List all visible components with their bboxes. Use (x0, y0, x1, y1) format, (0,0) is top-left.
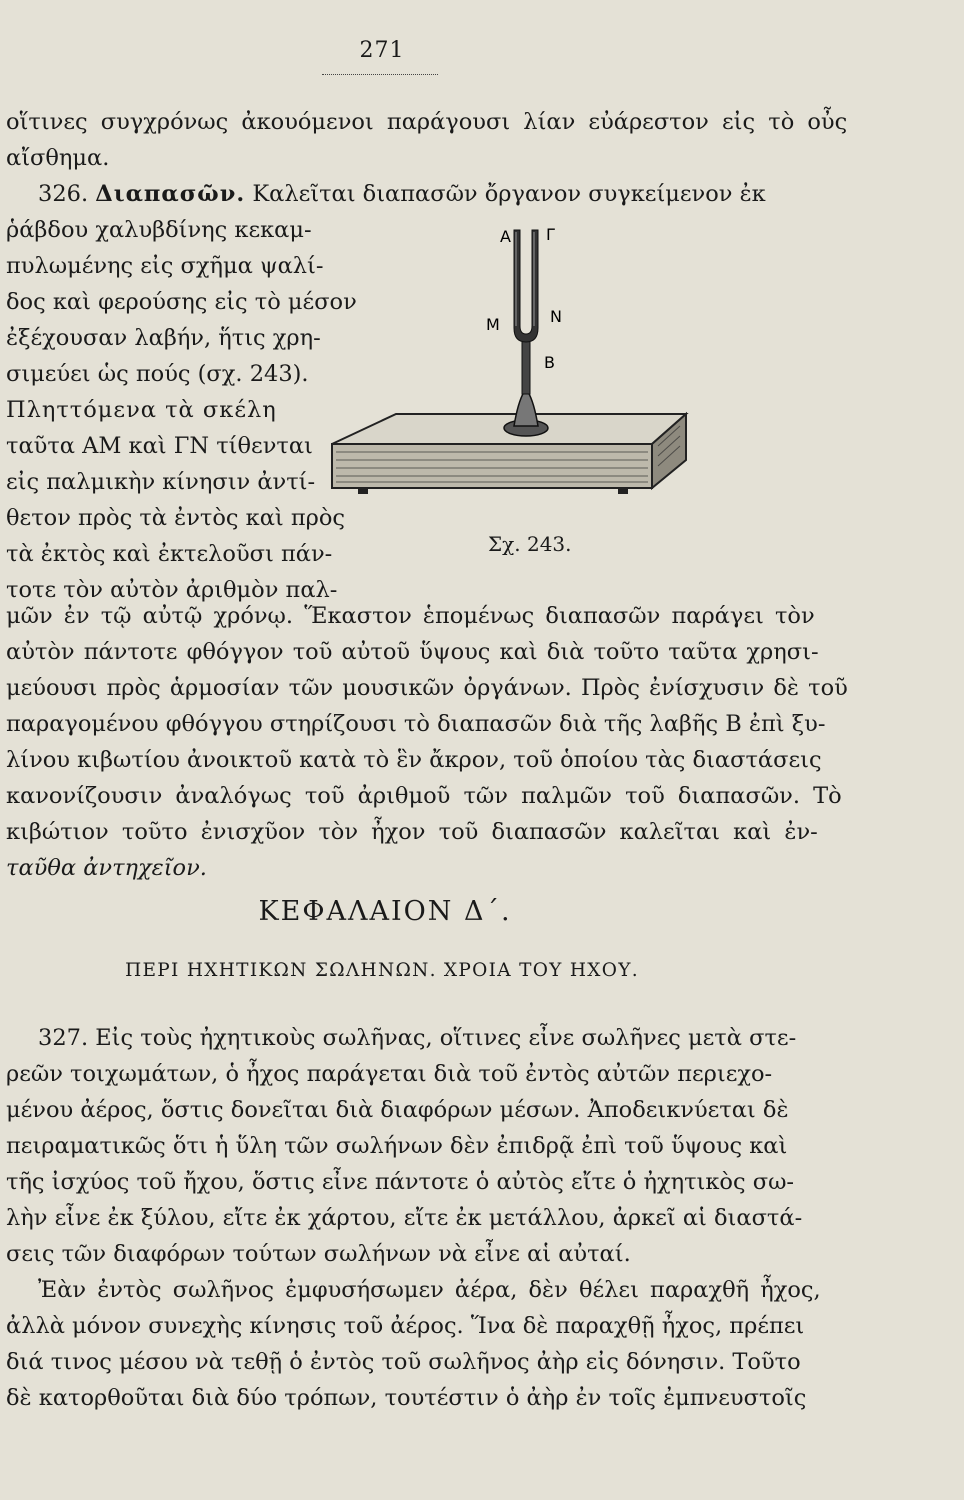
text-line: ῥάβδου χαλυβδίνης κεκαμ- (6, 217, 312, 243)
text-line: λίνου κιβωτίου ἀνοικτοῦ κατὰ τὸ ἓν ἄκρον, τοῦ ὁποίου τὰς διαστάσεις (6, 747, 822, 773)
text-line: ταῦθα ἀντηχεῖον. (6, 855, 207, 881)
text-line: σιμεύει ὡς πούς (σχ. 243). (6, 361, 309, 387)
text-line: αὐτὸν πάντοτε φθόγγον τοῦ αὐτοῦ ὕψους καὶ διὰ τοῦτο ταῦτα χρησι- (6, 639, 819, 665)
text-line: δὲ κατορθοῦται διὰ δύο τρόπων, τουτέστιν ὁ ἀὴρ ἐν τοῖς ἐμπνευστοῖς (6, 1385, 807, 1411)
text-line: ἀλλὰ μόνον συνεχὴς κίνησις τοῦ ἀέρος. Ἵνα δὲ παραχθῇ ἦχος, πρέπει (6, 1313, 805, 1339)
label-g: Γ (546, 225, 555, 244)
chapter-title: ΚΕΦΑΛΑΙΟΝ Δ΄. (258, 896, 512, 927)
text-line: αἴσθημα. (6, 145, 110, 171)
text-line: μεύουσι πρὸς ἁρμοσίαν τῶν μουσικῶν ὀργάνων. Πρὸς ἐνίσχυσιν δὲ τοῦ (6, 675, 848, 701)
section-326-heading (38, 180, 766, 208)
text-line: κιβώτιον τοῦτο ἐνισχῦον τὸν ἦχον τοῦ διαπασῶν καλεῖται καὶ ἐν- (6, 819, 818, 845)
text-line: τὰ ἐκτὸς καὶ ἐκτελοῦσι πάν- (6, 541, 333, 567)
label-n: Ν (550, 307, 562, 326)
fork-handle (522, 336, 530, 394)
text-line: οἵτινες συγχρόνως ἀκουόμενοι παράγουσι λίαν εὐάρεστον εἰς τὸ οὖς (6, 109, 848, 135)
section-first-line: Καλεῖται διαπασῶν ὄργανον συγκείμενον ἐκ (252, 181, 766, 207)
page-number-rule (322, 74, 438, 75)
section-title: Διαπασῶν. (95, 181, 246, 207)
text-line: τοτε τὸν αὐτὸν ἀριθμὸν παλ- (6, 577, 338, 603)
figure-caption: Σχ. 243. (488, 532, 572, 556)
text-line: ἐξέχουσαν λαβήν, ἥτις χρη- (6, 325, 321, 351)
text-line: θετον πρὸς τὰ ἐντὸς καὶ πρὸς (6, 505, 346, 531)
box-front (332, 444, 652, 488)
label-b: Β (544, 353, 555, 372)
text-line: Πληττόμενα τὰ σκέλη (6, 397, 277, 423)
label-m: Μ (486, 315, 500, 334)
text-line: μῶν ἐν τῷ αὐτῷ χρόνῳ. Ἕκαστον ἑπομένως διαπασῶν παράγει τὸν (6, 603, 815, 629)
text-line: 327. Εἰς τοὺς ἠχητικοὺς σωλῆνας, οἵτινες εἶνε σωλῆνες μετὰ στε- (38, 1025, 797, 1051)
text-line: κανονίζουσιν ἀναλόγως τοῦ ἀριθμοῦ τῶν παλμῶν τοῦ διαπασῶν. Τὸ (6, 783, 842, 809)
tuning-fork-figure (318, 216, 698, 496)
text-line: παραγομένου φθόγγου στηρίζουσι τὸ διαπασῶν διὰ τῆς λαβῆς Β ἐπὶ ξυ- (6, 711, 826, 737)
text-line: λὴν εἶνε ἐκ ξύλου, εἴτε ἐκ χάρτου, εἴτε ἐκ μετάλλου, ἀρκεῖ αἱ διαστά- (6, 1205, 803, 1231)
text-line: ρεῶν τοιχωμάτων, ὁ ἦχος παράγεται διὰ τοῦ ἐντὸς αὐτῶν περιεχο- (6, 1061, 773, 1087)
page-number: 271 (359, 38, 405, 63)
text-line: πυλωμένης εἰς σχῆμα ψαλί- (6, 253, 324, 279)
text-line: ταῦτα ΑΜ καὶ ΓΝ τίθενται (6, 433, 313, 459)
text-line: εἰς παλμικὴν κίνησιν ἀντί- (6, 469, 316, 495)
section-number: 326. (38, 181, 89, 207)
label-a: Α (500, 227, 511, 246)
chapter-subtitle: ΠΕΡΙ ΗΧΗΤΙΚΩΝ ΣΩΛΗΝΩΝ. ΧΡΟΙΑ ΤΟΥ ΗΧΟΥ. (125, 960, 639, 981)
text-line: πειραματικῶς ὅτι ἡ ὕλη τῶν σωλήνων δὲν ἐπιδρᾷ ἐπὶ τοῦ ὕψους καὶ (6, 1133, 788, 1159)
text-line: Ἐὰν ἐντὸς σωλῆνος ἐμφυσήσωμεν ἀέρα, δὲν θέλει παραχθῆ ἦχος, (38, 1277, 821, 1303)
text-line: τῆς ἰσχύος τοῦ ἤχου, ὅστις εἶνε πάντοτε ὁ αὐτὸς εἴτε ὁ ἠχητικὸς σω- (6, 1169, 795, 1195)
text-line: διά τινος μέσου νὰ τεθῇ ὁ ἐντὸς τοῦ σωλῆνος ἀὴρ εἰς δόνησιν. Τοῦτο (6, 1349, 801, 1375)
text-line: δος καὶ φερούσης εἰς τὸ μέσον (6, 289, 357, 315)
text-line: μένου ἀέρος, ὅστις δονεῖται διὰ διαφόρων μέσων. Ἀποδεικνύεται δὲ (6, 1097, 789, 1123)
text-line: σεις τῶν διαφόρων τούτων σωλήνων νὰ εἶνε αἱ αὐταί. (6, 1241, 631, 1267)
